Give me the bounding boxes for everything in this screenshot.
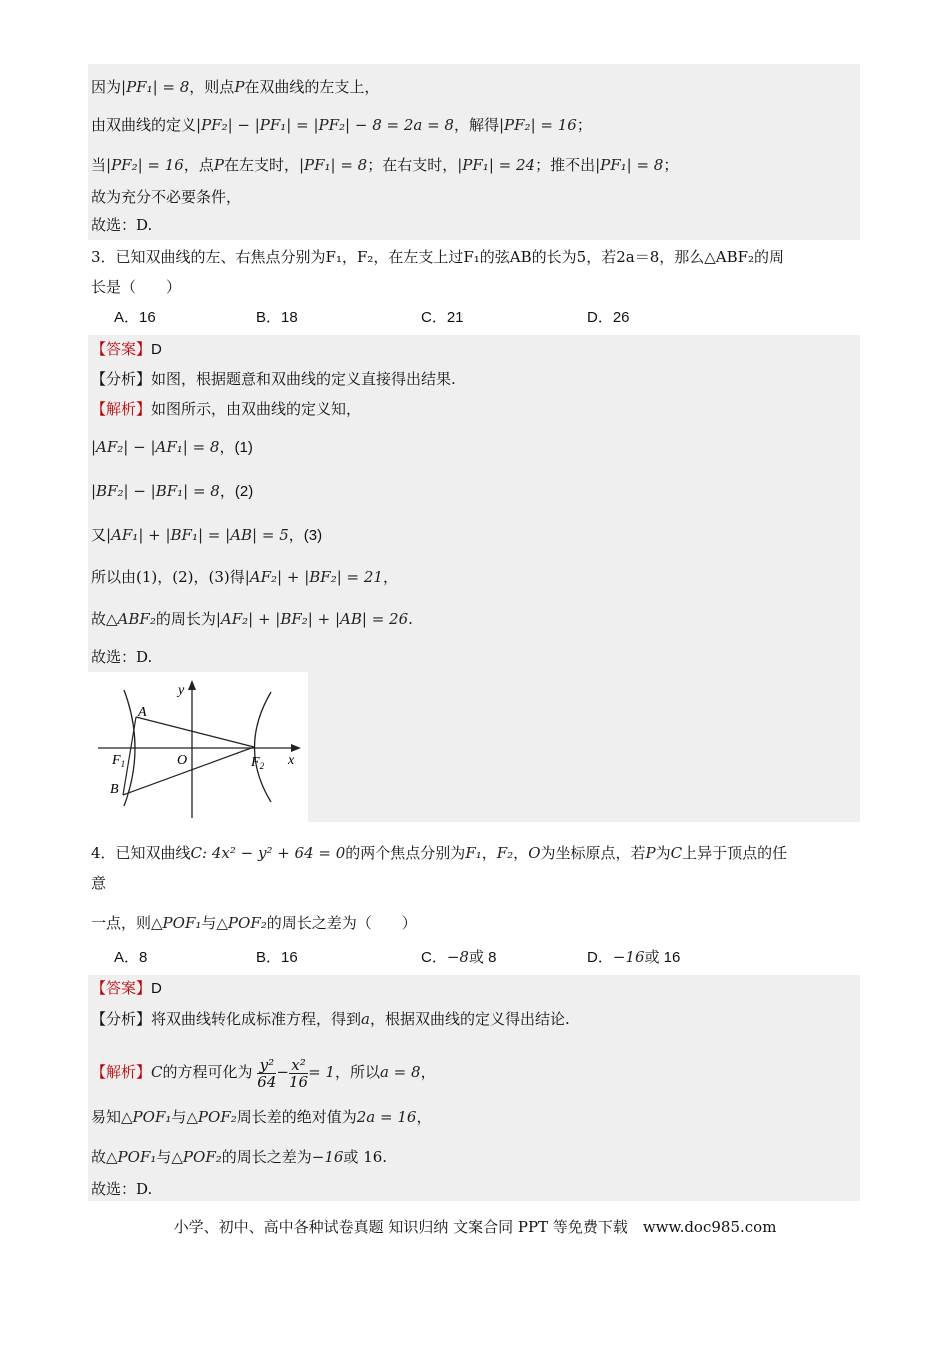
prev-line-2: 由双曲线的定义|PF₂| − |PF₁| = |PF₂| − 8 = 2a = 8，解得|PF₂| = 16； <box>91 116 592 134</box>
hyperbola-figure <box>88 672 308 822</box>
q3-stem-line-1: 3．已知双曲线的左、右焦点分别为F₁，F₂，在左支上过F₁的弦AB的长为5，若2a＝8，那么△ABF₂的周 <box>91 248 785 266</box>
label-y: y <box>178 683 185 698</box>
q4-option-b: B．16 <box>256 949 298 966</box>
q4-option-a: A．8 <box>114 949 148 966</box>
q3-option-a: A．16 <box>114 309 156 326</box>
q3-option-d: D．26 <box>587 309 630 326</box>
answer-tag: 【答案】 <box>91 340 152 358</box>
solution-tag: 【解析】 <box>91 1063 152 1081</box>
label-o: O <box>177 753 188 768</box>
analysis-tag: 【分析】 <box>91 1010 152 1028</box>
label-f2: $F_2$ <box>251 755 265 771</box>
q3-option-c: C．21 <box>421 309 464 326</box>
q3-solution-intro: 【解析】如图所示，由双曲线的定义知， <box>91 400 362 418</box>
q3-eq-2: |BF₂| − |BF₁| = 8，(2) <box>91 482 254 500</box>
q3-figure-gap <box>308 672 860 822</box>
fraction-x2-16: $\frac{\text{x²}}{16}$ <box>288 1055 309 1091</box>
q3-option-b: B．18 <box>256 309 298 326</box>
prev-line-4: 故为充分不必要条件， <box>91 188 242 206</box>
q3-eq-5: 故△ABF₂的周长为|AF₂| + |BF₂| + |AB| = 26. <box>91 610 413 628</box>
solution-tag: 【解析】 <box>91 400 152 418</box>
q4-analysis: 【分析】将双曲线转化成标准方程，得到a，根据双曲线的定义得出结论. <box>91 1010 570 1028</box>
label-b: B <box>110 782 119 797</box>
analysis-tag: 【分析】 <box>91 370 152 388</box>
q3-analysis: 【分析】如图，根据题意和双曲线的定义直接得出结果. <box>91 370 456 388</box>
q4-solution-1: 【解析】C的方程可化为 $\frac{\text{y²}}{64}$ − $\frac{\text{x²}}{16}$ = 1，所以a = 8， <box>91 1055 436 1091</box>
label-x: x <box>288 753 295 768</box>
footer-text: 小学、初中、高中各种试卷真题 知识归纳 文案合同 PPT 等免费下载 www.doc985.com <box>173 1218 777 1236</box>
q3-stem-line-2: 长是（ ） <box>91 278 182 296</box>
q4-option-c: C．−8或 8 <box>421 948 497 966</box>
q4-stem-line-1: 4．已知双曲线C: 4x² − y² + 64 = 0的两个焦点分别为F₁，F₂，O为坐标原点，若P为C上异于顶点的任 <box>91 844 788 862</box>
q3-eq-1: |AF₂| − |AF₁| = 8，(1) <box>91 438 253 456</box>
prev-line-5: 故选：D. <box>91 216 153 234</box>
label-a: A <box>138 705 147 720</box>
q3-eq-3: 又|AF₁| + |BF₁| = |AB| = 5，(3) <box>91 526 323 544</box>
fraction-y2-64: $\frac{\text{y²}}{64}$ <box>257 1055 277 1091</box>
q4-solution-2: 易知△POF₁与△POF₂周长差的绝对值为2a = 16， <box>91 1108 432 1126</box>
q3-eq-4: 所以由(1)，(2)，(3)得|AF₂| + |BF₂| = 21， <box>91 568 398 586</box>
q4-option-d: D．−16或 16 <box>587 948 681 966</box>
q4-choose: 故选：D. <box>91 1180 153 1198</box>
prev-line-1: 因为|PF₁| = 8，则点P在双曲线的左支上， <box>91 78 380 96</box>
prev-line-3: 当|PF₂| = 16，点P在左支时，|PF₁| = 8；在右支时，|PF₁| = 24；推不出|PF₁| = 8； <box>91 156 679 174</box>
q3-answer: 【答案】D <box>91 340 162 358</box>
q4-solution-3: 故△POF₁与△POF₂的周长之差为−16或 16. <box>91 1148 388 1166</box>
q4-answer: 【答案】D <box>91 979 162 997</box>
q4-stem-line-2: 意 <box>91 874 107 892</box>
q4-stem-line-3: 一点，则△POF₁与△POF₂的周长之差为（ ） <box>91 914 417 932</box>
answer-tag: 【答案】 <box>91 979 152 997</box>
label-f1: $F_1$ <box>112 753 126 769</box>
q3-choose: 故选：D. <box>91 648 153 666</box>
